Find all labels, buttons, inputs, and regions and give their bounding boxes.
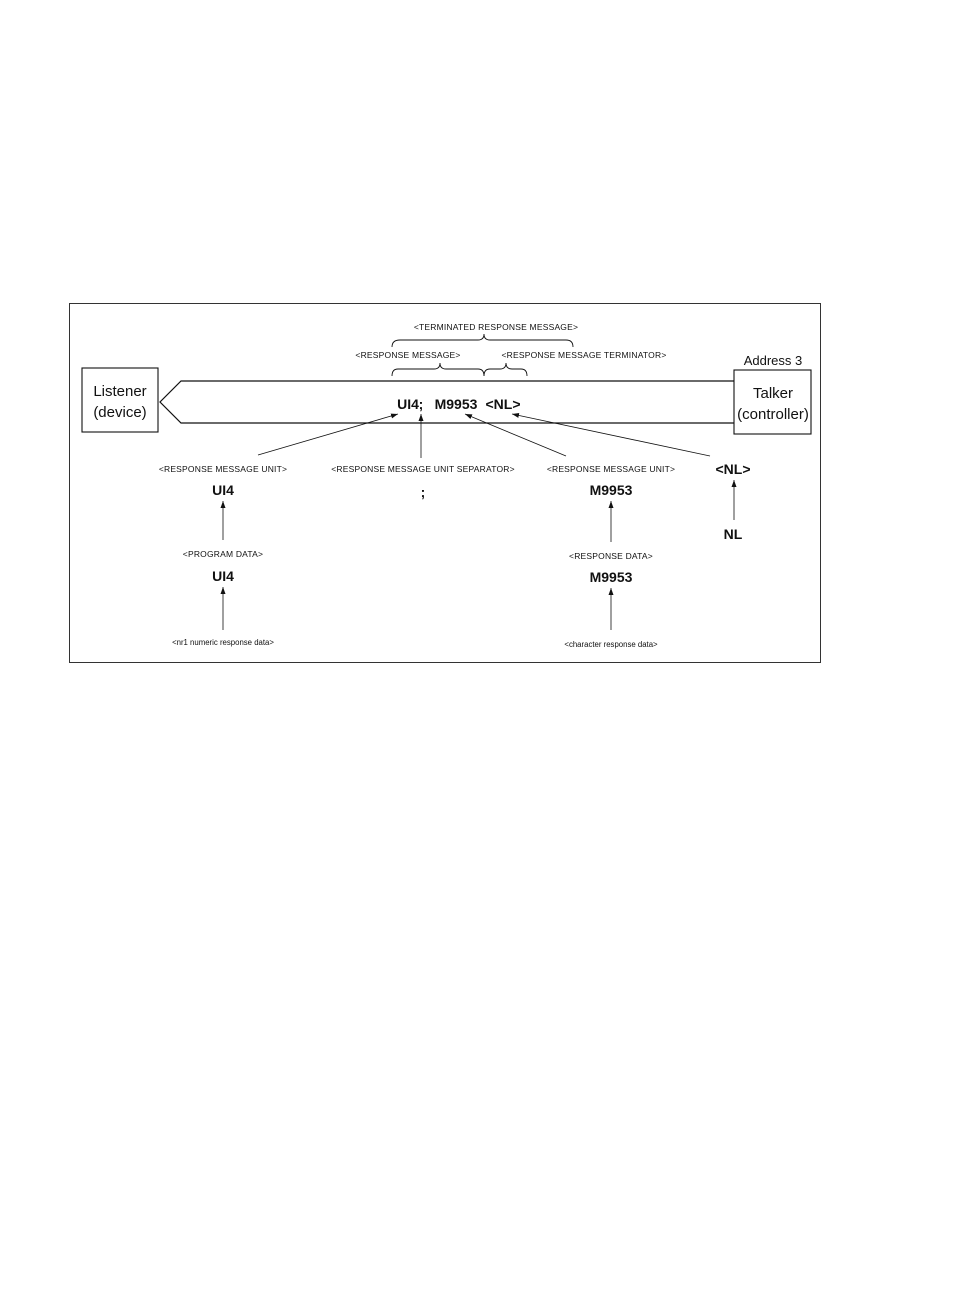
message-separator: ;: [418, 396, 424, 412]
separator-value: ;: [420, 484, 426, 500]
unit1-value: UI4: [212, 482, 234, 498]
terminated-message-brace: [392, 334, 573, 347]
message-part-nl: <NL>: [485, 396, 521, 412]
response-data-label: <RESPONSE DATA>: [569, 551, 653, 561]
terminated-response-message-label: <TERMINATED RESPONSE MESSAGE>: [413, 322, 579, 332]
nr1-numeric-response-label: <nr1 numeric response data>: [172, 638, 274, 647]
unit1-label: <RESPONSE MESSAGE UNIT>: [158, 464, 288, 474]
response-message-terminator-label: <RESPONSE MESSAGE TERMINATOR>: [501, 350, 667, 360]
talker-sublabel: (controller): [737, 406, 809, 423]
talker-box: [734, 370, 811, 434]
nl-value: NL: [723, 526, 743, 542]
message-part-m9953: M9953: [434, 396, 478, 412]
pointer-unit1: [258, 414, 398, 455]
message-part-ui4: UI4: [397, 396, 419, 412]
pointer-unit2: [465, 414, 566, 456]
character-response-label: <character response data>: [564, 640, 658, 649]
pointer-nl: [512, 414, 710, 456]
response-message-brace: [392, 363, 484, 376]
unit2-label: <RESPONSE MESSAGE UNIT>: [546, 464, 676, 474]
address-label: Address 3: [743, 353, 803, 368]
listener-box: [82, 368, 158, 432]
separator-label: <RESPONSE MESSAGE UNIT SEPARATOR>: [331, 464, 515, 474]
response-message-label: <RESPONSE MESSAGE>: [355, 350, 461, 360]
listener-label: Listener: [93, 383, 147, 400]
nl-label: <NL>: [715, 461, 751, 477]
program-data-label: <PROGRAM DATA>: [182, 549, 264, 559]
unit2-value: M9953: [589, 482, 633, 498]
response-data-value: M9953: [589, 569, 633, 585]
talker-label: Talker: [752, 385, 794, 402]
terminator-brace: [484, 363, 527, 376]
program-data-value: UI4: [212, 568, 234, 584]
listener-sublabel: (device): [93, 404, 147, 421]
